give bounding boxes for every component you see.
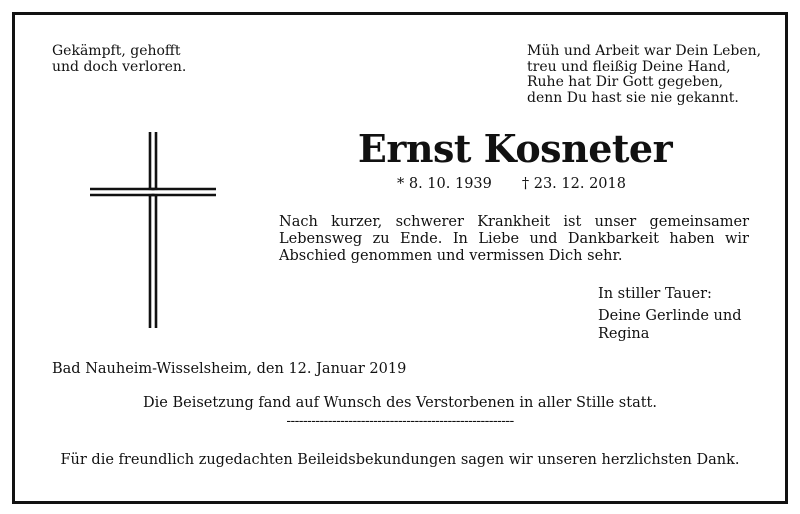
quote-right-line: Müh und Arbeit war Dein Leben, [527,43,762,59]
quote-left-line: Gekämpft, gehofft [52,43,181,59]
place-and-date: Bad Nauheim-Wisselsheim, den 12. Januar 2019 [52,361,407,377]
quote-right-line: denn Du hast sie nie gekannt. [527,89,739,106]
mourners [598,285,742,344]
mourner-line: Deine Gerlinde und [598,307,742,324]
body-line: Abschied genommen und vermissen Dich sehr. [279,248,623,264]
quote-right-line: Ruhe hat Dir Gott gegeben, [527,74,724,90]
death-date: † 23. 12. 2018 [521,176,626,192]
quote-left [52,44,186,75]
life-dates [397,177,626,193]
quote-right-line: treu und fleißig Deine Hand, [527,58,731,75]
body-line: Nach kurzer, schwerer Krankheit ist unser gemeinsamer [279,214,749,230]
dashed-divider: ------------------------------------------------------- [286,413,514,429]
deceased-name: Ernst Kosneter [357,126,673,171]
mourner-line: Regina [598,326,650,342]
burial-note: Die Beisetzung fand auf Wunsch des Verstorbenen in aller Stille statt. [143,395,657,411]
thanks-note: Für die freundlich zugedachten Beileidsbekundungen sagen wir unseren herzlichsten Dank. [60,452,740,468]
quote-left-line: und doch verloren. [52,58,187,75]
notice-body [279,214,749,265]
cross-icon [88,130,218,330]
body-line: Lebensweg zu Ende. In Liebe und Dankbarkeit haben wir [279,231,749,247]
birth-date: * 8. 10. 1939 [397,176,492,192]
mourners-heading: In stiller Tauer: [598,286,712,302]
quote-right [527,44,761,106]
